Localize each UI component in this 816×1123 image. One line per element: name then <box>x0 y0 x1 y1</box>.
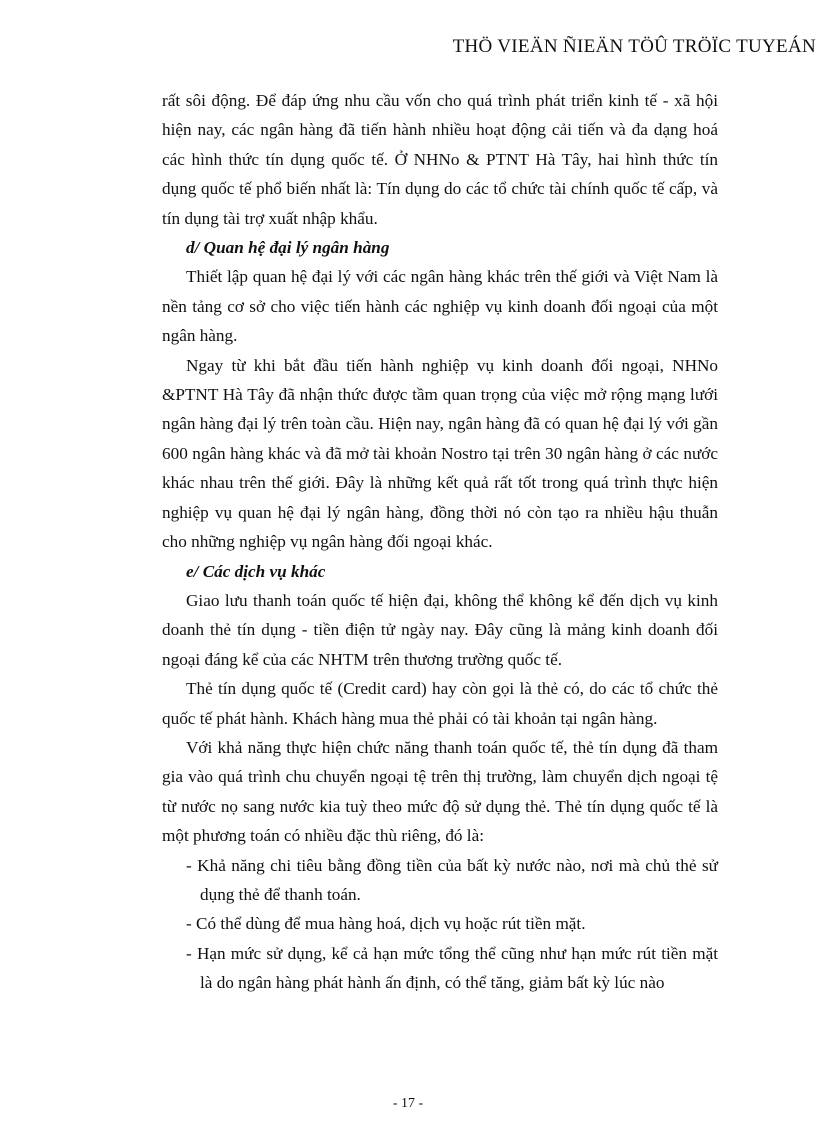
bullet-item-purchase: - Có thể dùng để mua hàng hoá, dịch vụ hoặc rút tiền mặt. <box>186 914 586 934</box>
bullet-item-spending: - Khả năng chi tiêu bằng đồng tiền của bất kỳ nước nào, nơi mà chủ thẻ sử dụng thẻ để thanh toán. <box>186 855 718 904</box>
page-body <box>162 86 718 998</box>
paragraph-card-services: Giao lưu thanh toán quốc tế hiện đại, không thể không kể đến dịch vụ kinh doanh thẻ tín dụng - tiền điện tử ngày nay. Đây cũng là mảng kinh doanh đối ngoại đáng kể của các NHTM trên thương trường quốc tế. <box>162 590 718 669</box>
paragraph-intro: rất sôi động. Để đáp ứng nhu cầu vốn cho quá trình phát triển kinh tế - xã hội hiện nay, các ngân hàng đã tiến hành nhiều hoạt động cải tiến và đa dạng hoá các hình thức tín dụng quốc tế. Ở NHNo & PTNT Hà Tây, hai hình thức tín dụng quốc tế phổ biến nhất là: Tín dụng do các tổ chức tài chính quốc tế cấp, và tín dụng tài trợ xuất nhập khẩu. <box>162 91 718 228</box>
running-header: THÖ VIEÄN ÑIEÄN TÖÛ TRÖÏC TUYEÁN <box>452 36 816 57</box>
section-heading-other-services: e/ Các dịch vụ khác <box>186 561 326 581</box>
paragraph-credit-card-definition: Thẻ tín dụng quốc tế (Credit card) hay còn gọi là thẻ có, do các tổ chức thẻ quốc tế phát hành. Khách hàng mua thẻ phải có tài khoản tại ngân hàng. <box>162 679 718 728</box>
paragraph-correspondent-network: Ngay từ khi bắt đầu tiến hành nghiệp vụ kinh doanh đối ngoại, NHNo &PTNT Hà Tây đã nhận thức được tầm quan trọng của việc mở rộng mạng lưới ngân hàng đại lý trên toàn cầu. Hiện nay, ngân hàng đã có quan hệ đại lý với gần 600 ngân hàng khác và đã mở tài khoản Nostro tại trên 30 ngân hàng ở các nước khác nhau trên thế giới. Đây là những kết quả rất tốt trong quá trình thực hiện nghiệp vụ quan hệ đại lý ngân hàng, đồng thời nó còn tạo ra nhiều hậu thuẫn cho những nghiệp vụ ngân hàng đối ngoại khác. <box>162 355 718 552</box>
bullet-item-limit: - Hạn mức sử dụng, kể cả hạn mức tổng thể cũng như hạn mức rút tiền mặt là do ngân hàng phát hành ấn định, có thể tăng, giảm bất kỳ lúc nào <box>186 943 718 993</box>
section-heading-correspondent-banking: d/ Quan hệ đại lý ngân hàng <box>186 238 390 258</box>
page-number: - 17 - <box>392 1096 424 1111</box>
paragraph-credit-card-features: Với khả năng thực hiện chức năng thanh toán quốc tế, thẻ tín dụng đã tham gia vào quá trình chu chuyển ngoại tệ trên thị trường, làm chuyển dịch ngoại tệ từ nước nọ sang nước kia tuỳ theo mức độ sử dụng thẻ. Thẻ tín dụng quốc tế là một phương toán có nhiều đặc thù riêng, đó là: <box>162 737 718 846</box>
paragraph-correspondent-intro: Thiết lập quan hệ đại lý với các ngân hàng khác trên thế giới và Việt Nam là nền tảng cơ sở cho việc tiến hành các nghiệp vụ kinh doanh đối ngoại của một ngân hàng. <box>162 267 718 346</box>
